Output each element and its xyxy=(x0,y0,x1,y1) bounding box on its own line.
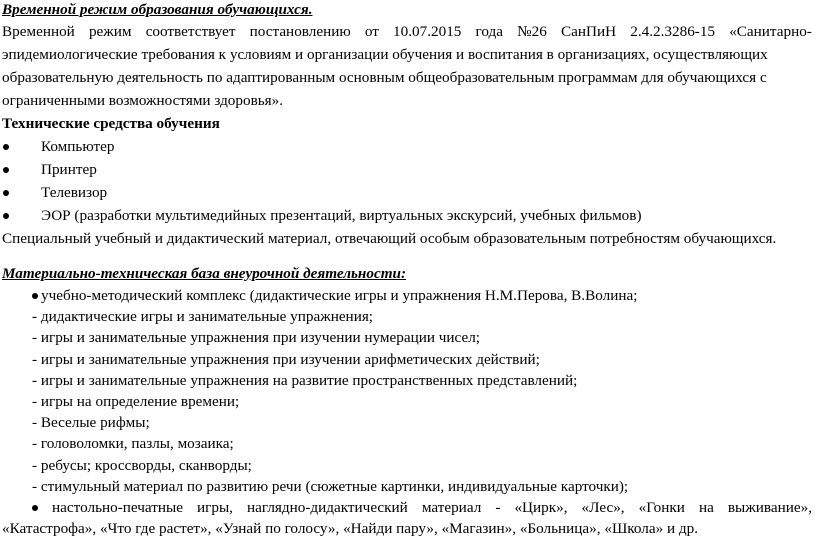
word: выживание», xyxy=(727,499,812,516)
document-page: Временной режим образования обучающихся. Временной режим соответствует постановлению от 10.07.2015 года №26 СанПиН 2.4.2.3286-15 «Санитарно- эпидемиологические требования к условиям и организации обучения и воспитания в организациях, осуществляющих образовательную деятельность по адаптированным основным общеобразовательным программам для обучающихся с ограниченными возможностями здоровья». Технические средства обучения Компьютер Принтер Телевизор ЭОР (разработки мультимедийных презентаций, виртуальных экскурсий, учебных фильмов) Специальный учебный и дидактический материал, отвечающий особым образовательным потребностям обучающихся. Материально-техническая база внеурочной деятельности: учебно-методический комплекс (дидактические игры и упражнения Н.М.Перова, В.Волина; - дидактические игры и занимательные упражнения; - игры и занимательные упражнения при изучении нумерации чисел; - игры и занимательные упражнения при изучении арифметических действий; - игры и занимательные упражнения на развитие пространственных представлений; - игры на определение времени; - Веселые рифмы; - головоломки, пазлы, мозаика; - ребусы; кроссворды, сканворды; - стимульный материал по развитию речи (сюжетные картинки, индивидуальные карточки); настольно-печатные игры, наглядно-дидактический материал - «Цирк», «Лес», «Гонки на выживание», «Катастрофа», «Что где растет», «Узнай по голосу», «Найди пару», «Магазин», «Больница», «Школа» и др. xyxy=(0,0,816,484)
list-item xyxy=(32,497,812,518)
list-item: - стимульный материал по развитию речи (сюжетные картинки, индивидуальные карточки); xyxy=(32,477,629,495)
list-item-continuation: «Катастрофа», «Что где растет», «Узнай по голосу», «Найди пару», «Магазин», «Больница», «Школа» и др. xyxy=(2,520,699,538)
word: года xyxy=(475,23,504,40)
word: 10.07.2015 xyxy=(393,23,462,40)
list-item: - головоломки, пазлы, мозаика; xyxy=(32,435,234,453)
word: от xyxy=(364,23,379,40)
list-item: - ребусы; кроссворды, сканворды; xyxy=(32,456,252,474)
list-item: - игры и занимательные упражнения при изучении арифметических действий; xyxy=(32,350,540,368)
regime-heading: Временной режим образования обучающихся. xyxy=(2,1,313,18)
special-material-text: Специальный учебный и дидактический материал, отвечающий особым образовательным потребностям обучающихся. xyxy=(2,230,777,247)
regime-paragraph-line-2: эпидемиологические требования к условиям и организации обучения и воспитания в организациях, осуществляющих xyxy=(2,46,768,63)
extracurricular-heading: Материально-техническая база внеурочной деятельности: xyxy=(2,265,407,282)
list-item: учебно-методический комплекс (дидактические игры и упражнения Н.М.Перова, В.Волина; xyxy=(32,285,637,306)
bullet-icon xyxy=(3,190,9,196)
list-item: - игры и занимательные упражнения на развитие пространственных представлений; xyxy=(32,371,578,389)
word: настольно-печатные xyxy=(52,499,183,516)
word: «Лес», xyxy=(581,499,625,516)
bullet-icon xyxy=(3,144,9,150)
bullet-icon xyxy=(32,505,38,511)
word: СанПиН xyxy=(561,23,617,40)
word: «Гонки xyxy=(638,499,685,516)
word: на xyxy=(698,499,714,516)
regime-paragraph-line-4: ограниченными возможностями здоровья». xyxy=(2,92,284,109)
word: постановлению xyxy=(249,23,351,40)
list-item: - игры и занимательные упражнения при изучении нумерации чисел; xyxy=(32,329,481,347)
regime-paragraph-line-1 xyxy=(2,20,812,44)
list-item: - дидактические игры и занимательные упражнения; xyxy=(32,308,374,326)
bullet-icon xyxy=(3,213,9,219)
technical-heading: Технические средства обучения xyxy=(2,115,220,132)
word: 2.4.2.3286-15 xyxy=(630,23,716,40)
word: - xyxy=(495,499,501,516)
word: «Санитарно- xyxy=(729,23,812,40)
word: «Цирк», xyxy=(514,499,568,516)
word: соответствует xyxy=(145,23,236,40)
regime-paragraph-line-3: образовательную деятельность по адаптированным основным общеобразовательным программам для обучающихся с xyxy=(2,69,767,86)
list-item: - игры на определение времени; xyxy=(32,393,240,410)
word: наглядно-дидактический xyxy=(247,499,408,516)
word: материал xyxy=(421,499,482,516)
bullet-icon xyxy=(3,167,9,173)
bullet-icon xyxy=(32,293,38,299)
word: режим xyxy=(88,23,132,40)
word: №26 xyxy=(517,23,547,40)
word: игры, xyxy=(197,499,233,516)
word: Временной xyxy=(2,23,75,40)
list-item: - Веселые рифмы; xyxy=(32,414,150,432)
